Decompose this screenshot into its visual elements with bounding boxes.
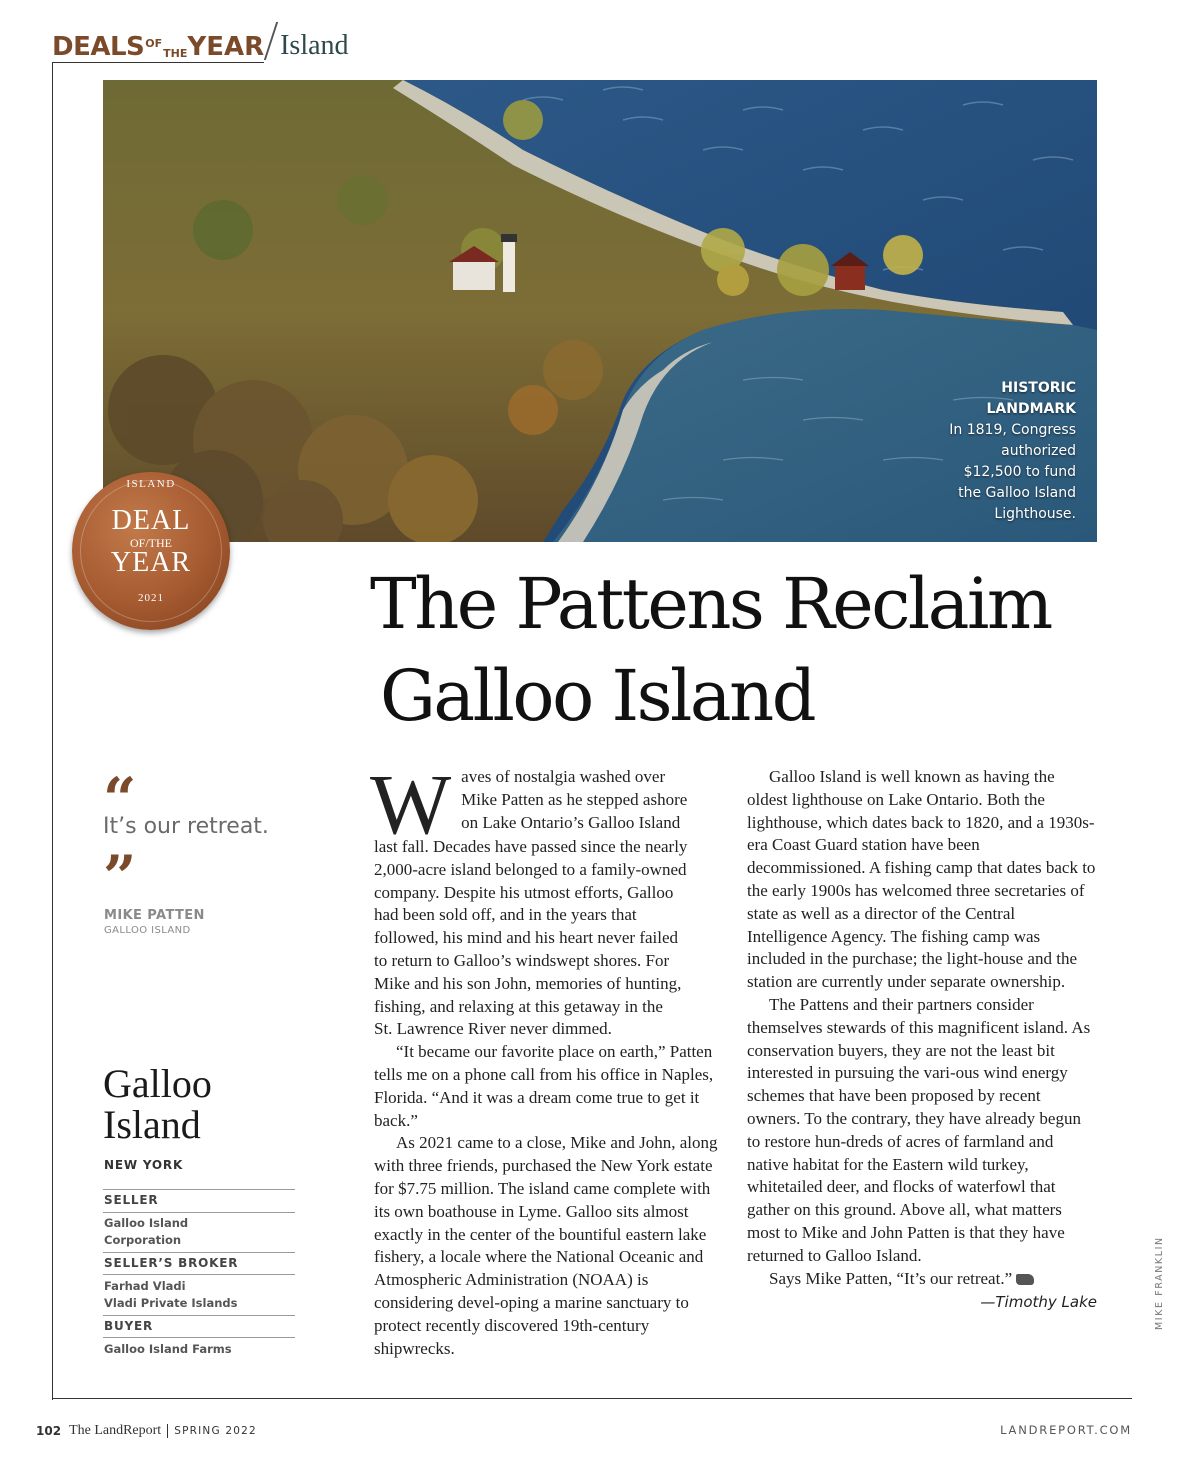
frame-rule-left bbox=[52, 62, 53, 1400]
caption-line: the Galloo Island bbox=[958, 485, 1076, 501]
seal-deal: DEAL bbox=[111, 505, 191, 536]
closing-quote-text: Says Mike Patten, “It’s our retreat.” bbox=[769, 1268, 1013, 1288]
fact-divider bbox=[103, 1252, 295, 1253]
text-line: Mike Patten as he stepped ashore bbox=[461, 789, 688, 809]
fact-divider bbox=[103, 1212, 295, 1213]
buyer-value: Galloo Island Farms bbox=[104, 1342, 232, 1356]
text-line: on Lake Ontario’s Galloo Island bbox=[461, 812, 681, 832]
caption-line: $12,500 to fund bbox=[963, 464, 1076, 480]
caption-title-line: HISTORIC bbox=[1001, 380, 1076, 396]
deal-of-the-year-seal bbox=[72, 472, 230, 630]
text-line: to return to Galloo’s windswept shores. For bbox=[374, 950, 670, 970]
fact-divider bbox=[103, 1274, 295, 1275]
caption-line: In 1819, Congress bbox=[949, 422, 1076, 438]
seller-label: SELLER bbox=[104, 1193, 159, 1207]
buyer-label: BUYER bbox=[104, 1319, 154, 1333]
fact-title-line: Galloo bbox=[103, 1061, 212, 1106]
article-column-1 bbox=[370, 756, 724, 1360]
pull-quote-place: GALLOO ISLAND bbox=[104, 925, 191, 936]
pull-quote-name: MIKE PATTEN bbox=[104, 908, 205, 923]
website-url: LANDREPORT.COM bbox=[1000, 1423, 1132, 1437]
seller-value-line: Corporation bbox=[104, 1233, 182, 1247]
frame-rule-top bbox=[52, 62, 264, 63]
page-number: 102 bbox=[36, 1424, 62, 1438]
seller-value-line: Galloo Island bbox=[104, 1216, 189, 1230]
broker-value-line: Farhad Vladi bbox=[104, 1279, 186, 1293]
caption-title bbox=[916, 378, 1076, 420]
text-line: fishing, and relaxing at this getaway in the bbox=[374, 996, 663, 1016]
section-header bbox=[52, 20, 349, 60]
frame-rule-bottom bbox=[52, 1398, 1132, 1399]
header-deals: DEALS bbox=[52, 32, 145, 62]
photo-credit bbox=[1154, 1238, 1174, 1338]
close-quote-icon: ” bbox=[103, 843, 137, 911]
open-quote-icon: “ bbox=[103, 765, 137, 833]
pull-quote-text: It’s our retreat. bbox=[103, 814, 269, 839]
text-line: had been sold off, and in the years that bbox=[374, 905, 637, 925]
text-line: aves of nostalgia washed over bbox=[461, 767, 666, 786]
broker-label: SELLER’S BROKER bbox=[104, 1256, 239, 1270]
issue-date: SPRING 2022 bbox=[174, 1425, 257, 1437]
fact-box-title bbox=[103, 1063, 293, 1145]
paragraph-2: “It became our favorite place on earth,” Patten tells me on a phone call from his office in Naples, Florida. “And it was a dream come true to get it back.” bbox=[374, 1042, 714, 1130]
caption-line: authorized bbox=[1001, 443, 1076, 459]
seal-year-word: YEAR bbox=[110, 547, 192, 578]
header-divider bbox=[264, 22, 278, 60]
folio-divider bbox=[167, 1424, 168, 1438]
paragraph-6 bbox=[747, 1268, 1097, 1291]
seal-of-the: OF/THE bbox=[130, 536, 172, 550]
fact-divider bbox=[103, 1337, 295, 1338]
photo-caption bbox=[916, 378, 1076, 525]
photo-credit-text: MIKE FRANKLIN bbox=[1154, 1236, 1165, 1330]
caption-line: Lighthouse. bbox=[994, 506, 1076, 522]
article-column-2 bbox=[747, 766, 1097, 1314]
seal-category: ISLAND bbox=[126, 478, 176, 490]
paragraph-3: As 2021 came to a close, Mike and John, along with three friends, purchased the New York estate for $7.75 million. The island came complete with its own boathouse in Lyme. Galloo sits almost exactly in the center of the bountiful eastern lake fishery, a locale where the National Oceanic and Atmospheric Administration (NOAA) is considering devel-oping a marine sanctuary to protect recently discovered 19th-century shipwrecks. bbox=[374, 1133, 718, 1358]
caption-title-line: LANDMARK bbox=[986, 401, 1076, 417]
drop-cap: W bbox=[370, 756, 452, 852]
text-line: Mike and his son John, memories of hunting, bbox=[374, 973, 682, 993]
usa-map-end-icon bbox=[1016, 1274, 1034, 1285]
headline bbox=[370, 558, 1130, 742]
header-of: OF bbox=[145, 37, 163, 50]
fact-box-state: NEW YORK bbox=[104, 1158, 184, 1172]
author-byline: —Timothy Lake bbox=[980, 1293, 1097, 1312]
text-line: company. Despite his utmost efforts, Galloo bbox=[374, 882, 674, 902]
fact-divider bbox=[103, 1315, 295, 1316]
seal-date: 2021 bbox=[138, 592, 164, 604]
header-section-name: Island bbox=[280, 30, 349, 61]
magazine-name: The LandReport bbox=[69, 1423, 162, 1438]
broker-value-line: Vladi Private Islands bbox=[104, 1296, 238, 1310]
folio bbox=[36, 1423, 257, 1439]
fact-divider bbox=[103, 1189, 295, 1190]
text-line: followed, his mind and his heart never failed bbox=[374, 928, 679, 948]
paragraph-5: The Pattens and their partners consider themselves stewards of this magnificent island. As conservation buyers, they are not the least bit interested in pursuing the vari-ous wind energy schemes that have been proposed by recent owners. To the contrary, they have already begun to restore hun-dreds of acres of farmland and native habitat for the Eastern wild turkey, whitetailed deer, and flocks of waterfowl that gather on this ground. Above all, what matters most to Mike and John Patten is that they have returned to Galloo Island. bbox=[747, 994, 1091, 1265]
headline-line-2: Galloo Island bbox=[380, 655, 815, 737]
text-line: last fall. Decades have passed since the nearly bbox=[374, 837, 688, 856]
fact-title-line: Island bbox=[103, 1102, 201, 1147]
header-year: YEAR bbox=[187, 32, 265, 62]
text-line: St. Lawrence River never dimmed. bbox=[374, 1019, 612, 1039]
text-line: 2,000-acre island belonged to a family-owned bbox=[374, 859, 687, 879]
headline-line-1: The Pattens Reclaim bbox=[370, 563, 1051, 645]
header-the: THE bbox=[163, 47, 188, 60]
paragraph-4: Galloo Island is well known as having the oldest lighthouse on Lake Ontario. Both the lighthouse, which dates back to 1820, and a 1930s-era Coast Guard station have been decommissioned. A fishing camp that dates back to the early 1900s has welcomed three secretaries of state as well as a director of the Central Intelligence Agency. The fishing camp was included in the purchase; the light-house and the station are currently under separate ownership. bbox=[747, 767, 1096, 992]
paragraph-1 bbox=[370, 756, 724, 1041]
